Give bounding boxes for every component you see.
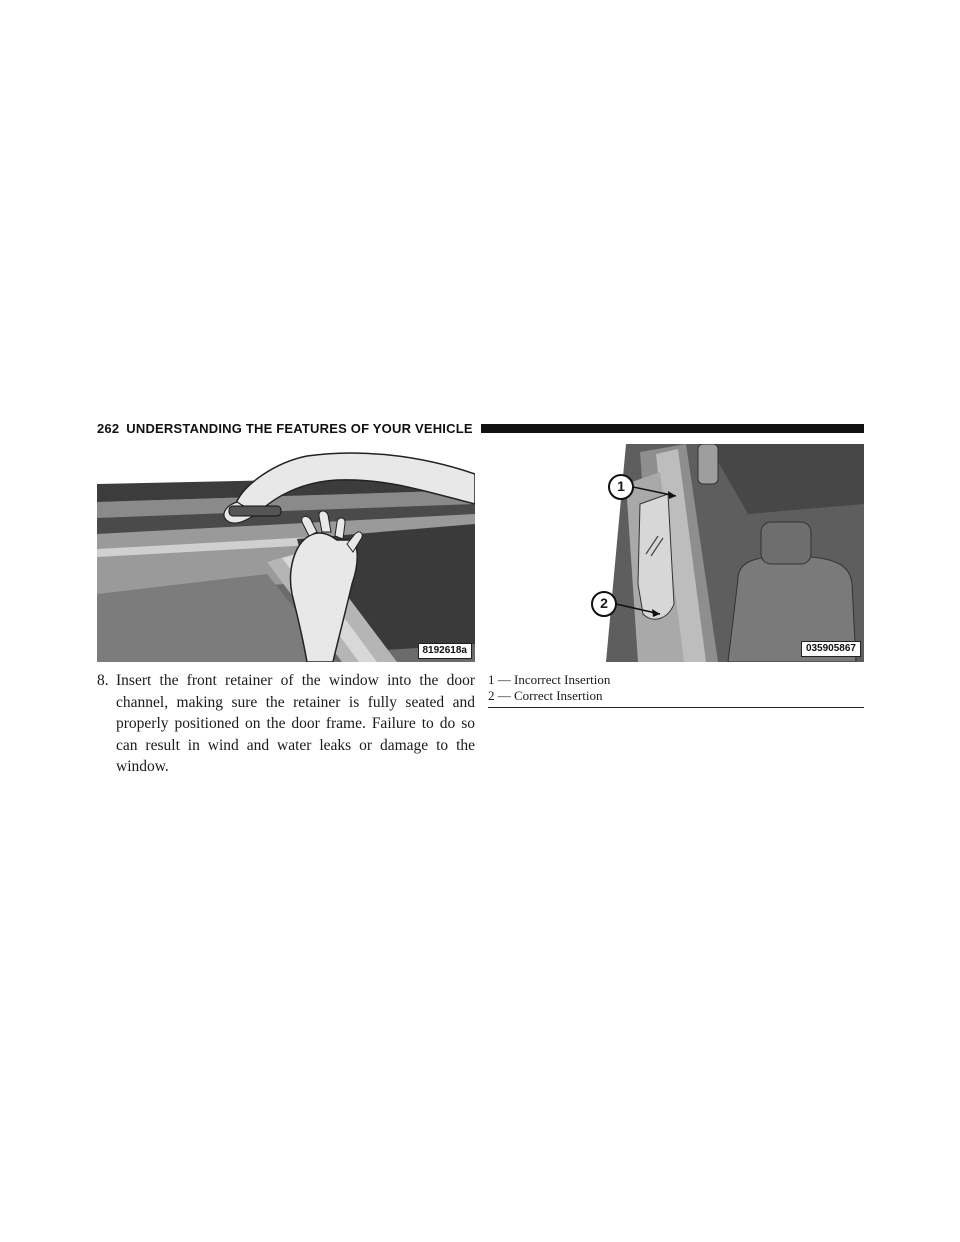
- header-rule: [481, 424, 864, 433]
- page-header: [97, 419, 864, 437]
- caption-rule: [488, 707, 864, 708]
- callout-1: 1: [617, 478, 625, 494]
- retainer-illustration: [97, 444, 475, 662]
- figure-retainer-insertion: [97, 444, 475, 662]
- step-text: Insert the front retainer of the window into the door channel, making sure the retainer is fully seated and properly positioned on the door frame. Failure to do so can result in wind and water leaks or damage to the window.: [116, 672, 475, 775]
- callout-2: 2: [600, 595, 608, 611]
- figure-code: 035905867: [801, 641, 861, 657]
- figure-code: 8192618a: [418, 643, 473, 659]
- caption-correct-insertion: 2 — Correct Insertion: [488, 688, 603, 703]
- section-title: UNDERSTANDING THE FEATURES OF YOUR VEHICLE: [126, 420, 473, 436]
- caption-incorrect-insertion: 1 — Incorrect Insertion: [488, 672, 611, 687]
- step-number: 8.: [97, 672, 109, 689]
- figure-captions: [488, 672, 864, 708]
- instruction-step: [97, 670, 475, 778]
- insertion-comparison-illustration: [488, 444, 864, 662]
- figure-insertion-comparison: [488, 444, 864, 662]
- page-number: 262: [97, 420, 120, 436]
